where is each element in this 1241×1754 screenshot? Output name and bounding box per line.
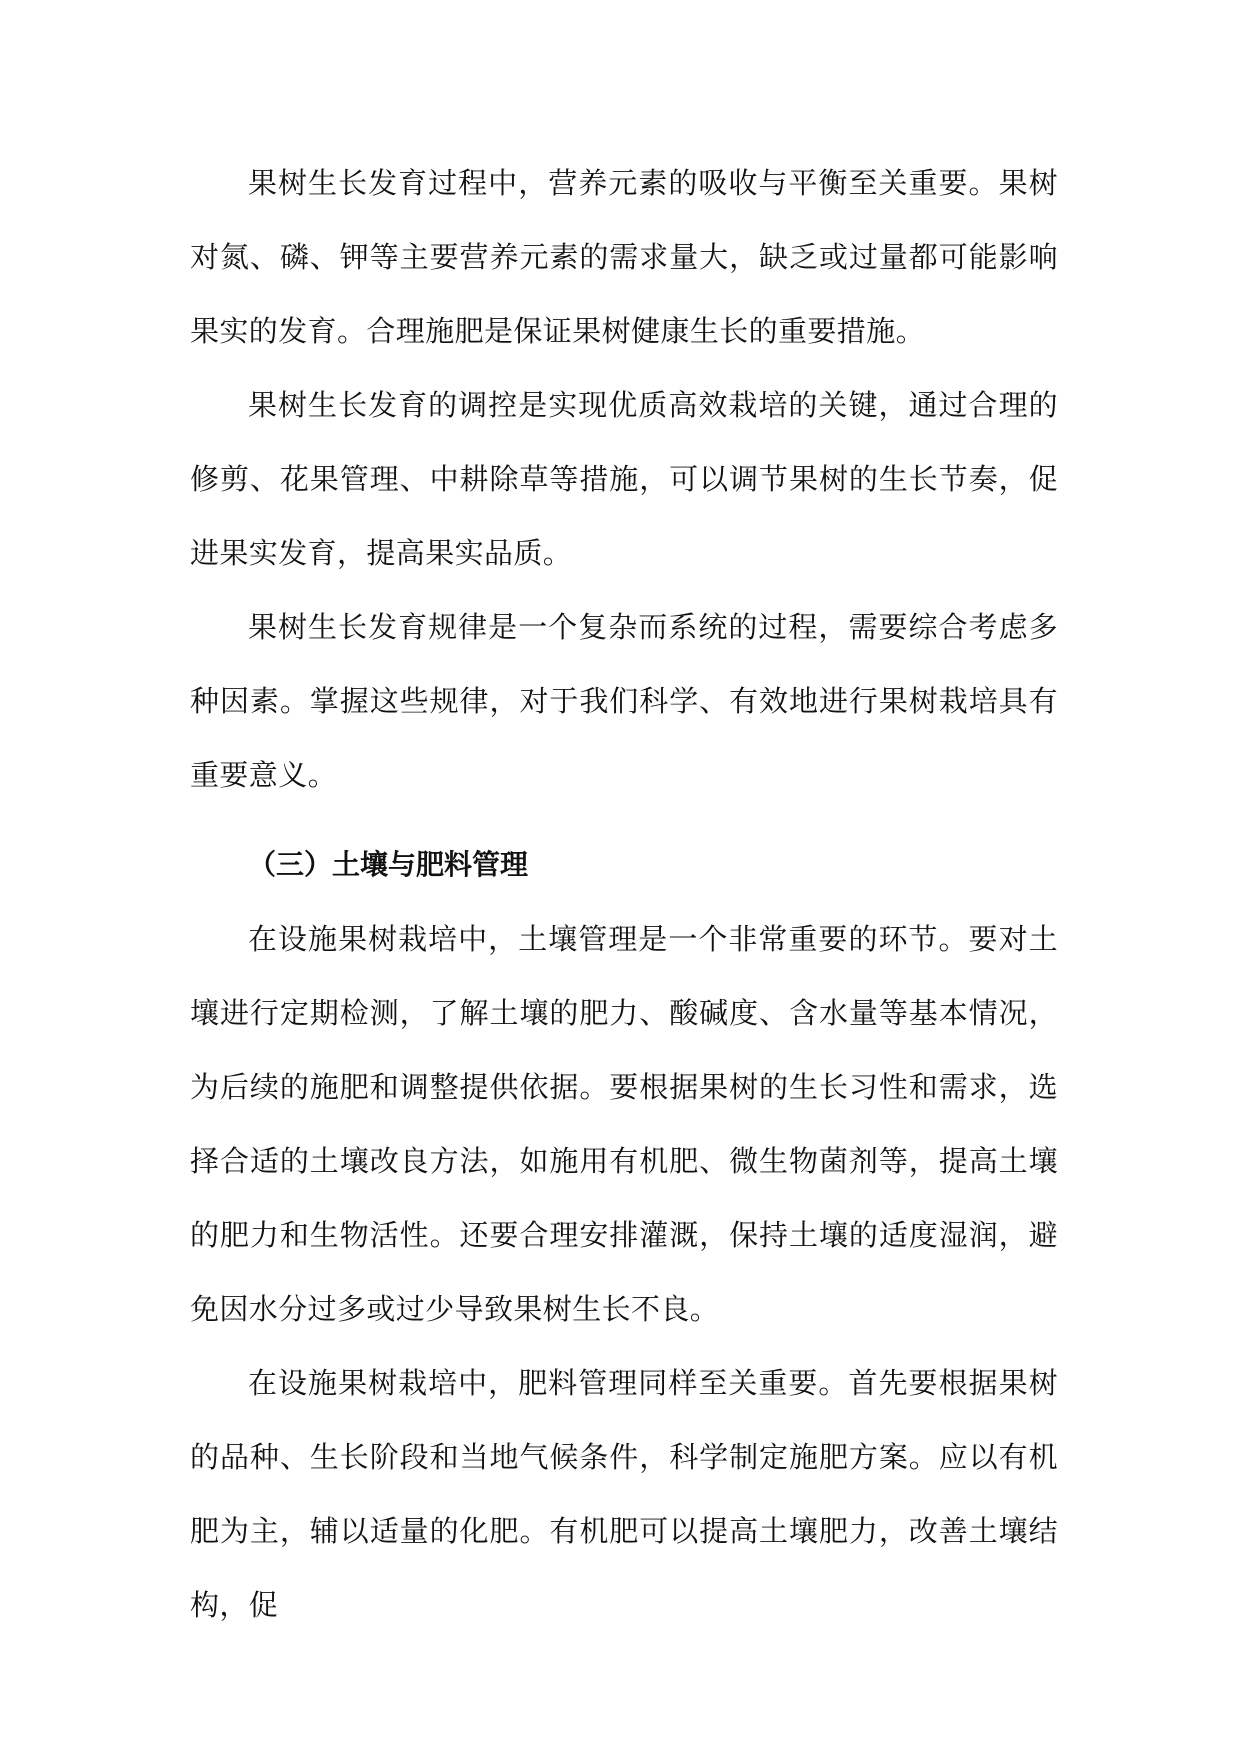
document-body — [190, 146, 1058, 1642]
paragraph-nutrition: 果树生长发育过程中，营养元素的吸收与平衡至关重要。果树对氮、磷、钾等主要营养元素的需求量大，缺乏或过量都可能影响果实的发育。合理施肥是保证果树健康生长的重要措施。 — [190, 166, 1058, 348]
paragraph-soil-management: 在设施果树栽培中，土壤管理是一个非常重要的环节。要对土壤进行定期检测，了解土壤的肥力、酸碱度、含水量等基本情况，为后续的施肥和调整提供依据。要根据果树的生长习性和需求，选择合适的土壤改良方法，如施用有机肥、微生物菌剂等，提高土壤的肥力和生物活性。还要合理安排灌溉，保持土壤的适度湿润，避免因水分过多或过少导致果树生长不良。 — [190, 922, 1058, 1326]
paragraph-growth-regulation: 果树生长发育的调控是实现优质高效栽培的关键，通过合理的修剪、花果管理、中耕除草等措施，可以调节果树的生长节奏，促进果实发育，提高果实品质。 — [190, 388, 1058, 570]
paragraph-fertilizer-management: 在设施果树栽培中，肥料管理同样至关重要。首先要根据果树的品种、生长阶段和当地气候条件，科学制定施肥方案。应以有机肥为主，辅以适量的化肥。有机肥可以提高土壤肥力，改善土壤结构，促 — [190, 1366, 1058, 1622]
section-heading: （三）土壤与肥料管理 — [248, 848, 529, 881]
paragraph-growth-rules: 果树生长发育规律是一个复杂而系统的过程，需要综合考虑多种因素。掌握这些规律，对于我们科学、有效地进行果树栽培具有重要意义。 — [190, 610, 1058, 792]
